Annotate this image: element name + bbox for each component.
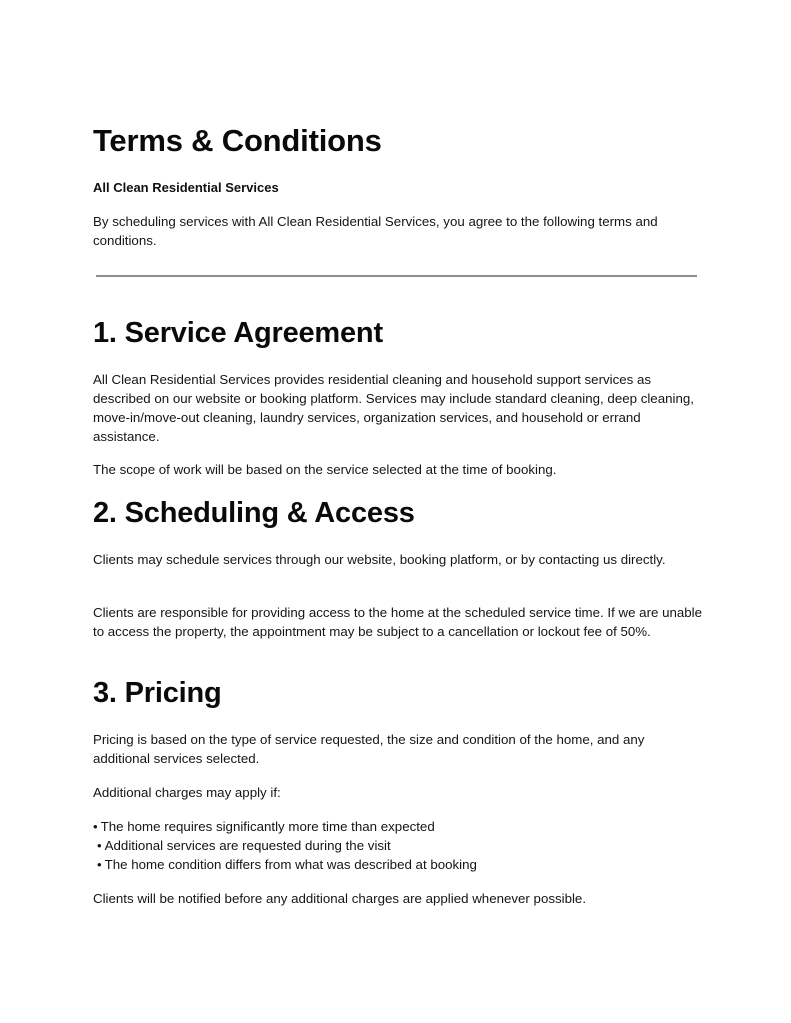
section-2-paragraph-2: Clients are responsible for providing access to the home at the scheduled service time. If we are unable to access the property, the appointment may be subject to a cancellation or lockout fee of 50%.: [93, 605, 703, 639]
list-item-text: The home requires significantly more time than expected: [100, 819, 435, 834]
document-title: Terms & Conditions: [93, 123, 382, 158]
bullet-icon: •: [97, 838, 102, 853]
list-item: [93, 836, 477, 855]
section-1-paragraph-1: All Clean Residential Services provides residential cleaning and household support services as described on our website or booking platform. Services may include standard cleaning, deep cleaning, move-in/move-out cleaning, laundry services, organization services, and household or errand assistance.: [93, 372, 694, 444]
section-1-paragraph-2: The scope of work will be based on the service selected at the time of booking.: [93, 462, 557, 477]
section-3-closing: Clients will be notified before any additional charges are applied whenever possible.: [93, 891, 587, 906]
bullet-icon: •: [97, 857, 102, 872]
list-item-text: The home condition differs from what was described at booking: [104, 857, 477, 872]
section-heading-scheduling-access: 2. Scheduling & Access: [93, 497, 415, 529]
section-3-paragraph-2: Additional charges may apply if:: [93, 785, 281, 800]
list-item: [93, 817, 477, 836]
list-item: [93, 855, 477, 874]
list-item-text: Additional services are requested during the visit: [104, 838, 391, 853]
additional-charges-list: [93, 817, 477, 874]
section-3-paragraph-1: Pricing is based on the type of service requested, the size and condition of the home, and any additional services selected.: [93, 732, 645, 766]
intro-paragraph: By scheduling services with All Clean Residential Services, you agree to the following terms and conditions.: [93, 214, 658, 248]
section-divider: [96, 275, 697, 277]
section-heading-pricing: 3. Pricing: [93, 677, 222, 709]
company-name: All Clean Residential Services: [93, 180, 279, 195]
section-2-paragraph-1: Clients may schedule services through our website, booking platform, or by contacting us directly.: [93, 552, 666, 567]
section-heading-service-agreement: 1. Service Agreement: [93, 317, 383, 349]
bullet-icon: •: [93, 819, 98, 834]
